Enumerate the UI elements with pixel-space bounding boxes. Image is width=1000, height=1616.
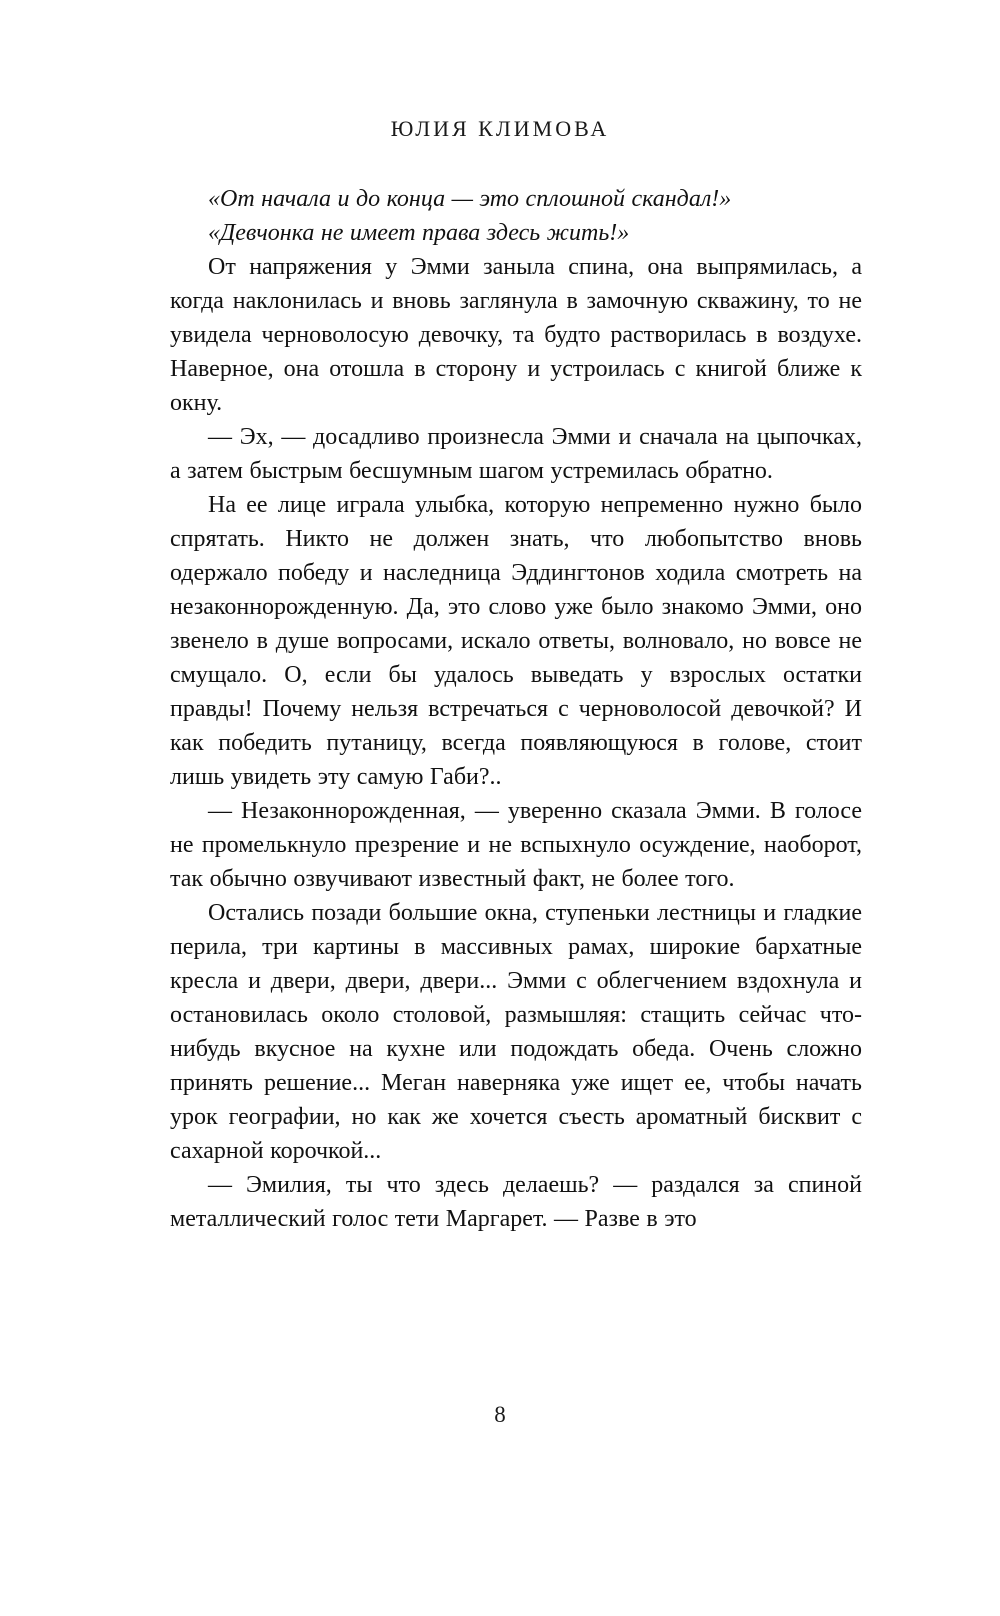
paragraph: На ее лице играла улыбка, которую непременно нужно было спрятать. Никто не должен знать, что любопытство вновь одержало победу и наследница Эддингтонов ходила смотреть на незаконнорожденную. Да, это слово уже было знакомо Эмми, оно звенело в душе вопросами, искало ответы, волновало, но вовсе не смущало. О, если бы удалось выведать у взрослых остатки правды! Почему нельзя встречаться с черноволосой девочкой? И как победить путаницу, всегда появляющуюся в голове, стоит лишь увидеть эту самую Габи?.. [170, 492, 862, 790]
epigraph-line: «Девчонка не имеет права здесь жить!» [208, 220, 630, 246]
paragraph: — Эмилия, ты что здесь делаешь? — раздался за спиной металлический голос тети Маргарет. — Разве в это [170, 1172, 862, 1232]
epigraph-line: «От начала и до конца — это сплошной скандал!» [208, 186, 732, 212]
paragraph: Остались позади большие окна, ступеньки лестницы и гладкие перила, три картины в массивных рамах, широкие бархатные кресла и двери, двери, двери... Эмми с облегчением вздохнула и остановилась около столовой, размышляя: стащить сейчас что-нибудь вкусное на кухне или подождать обеда. Очень сложно принять решение... Меган наверняка уже ищет ее, чтобы начать урок географии, но как же хочется съесть ароматный бисквит с сахарной корочкой... [170, 900, 862, 1164]
paragraph: — Эх, — досадливо произнесла Эмми и сначала на цыпочках, а затем быстрым бесшумным шагом устремилась обратно. [170, 424, 862, 484]
paragraph: — Незаконнорожденная, — уверенно сказала Эмми. В голосе не промелькнуло презрение и не вспыхнуло осуждение, наоборот, так обычно озвучивают известный факт, не более того. [170, 798, 862, 892]
page-body [170, 182, 862, 1236]
paragraph: От напряжения у Эмми заныла спина, она выпрямилась, а когда наклонилась и вновь заглянула в замочную скважину, то не увидела черноволосую девочку, та будто растворилась в воздухе. Наверное, она отошла в сторону и устроилась с книгой ближе к окну. [170, 254, 862, 416]
page-number: 8 [494, 1402, 506, 1427]
running-header: ЮЛИЯ КЛИМОВА [390, 116, 610, 141]
